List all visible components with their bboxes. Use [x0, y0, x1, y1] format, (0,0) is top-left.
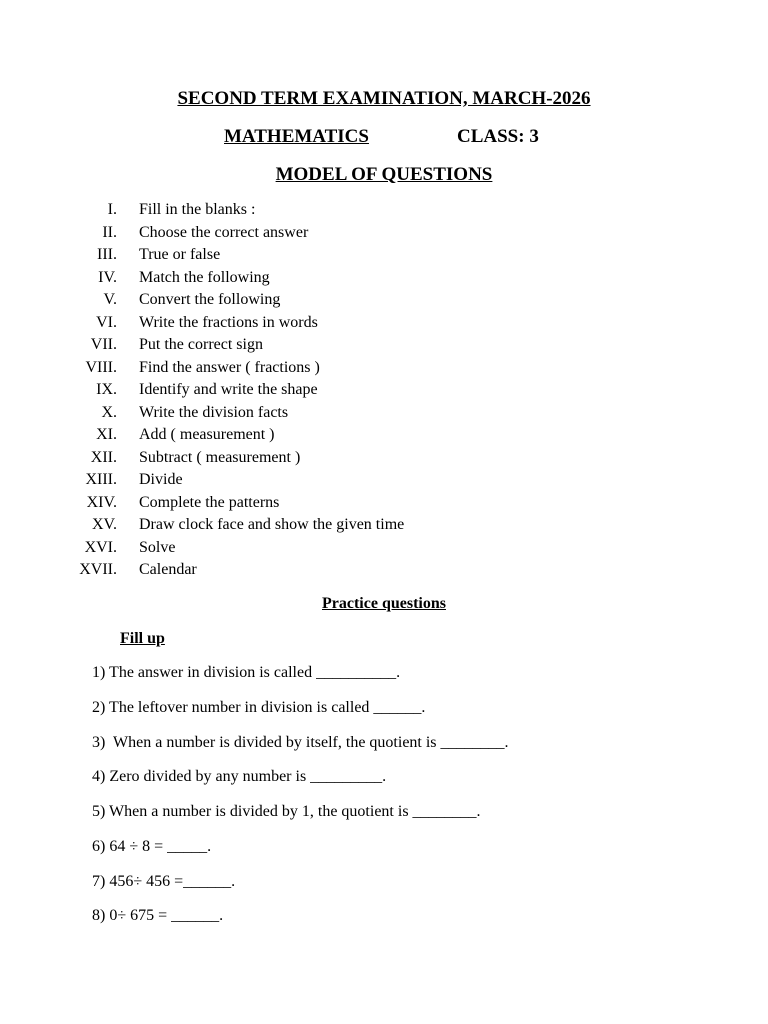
outline-text: Draw clock face and show the given time [139, 516, 405, 533]
practice-questions-heading: Practice questions [322, 595, 446, 612]
outline-number: XII. [90, 448, 117, 466]
outline-text: Put the correct sign [139, 336, 263, 353]
question-item: 5) When a number is divided by 1, the quotient is ________. [92, 803, 481, 820]
outline-number: VI. [96, 313, 117, 331]
outline-number: XVII. [79, 561, 117, 578]
outline-text: Add ( measurement ) [139, 426, 275, 443]
outline-number: XIV. [86, 493, 117, 511]
outline-text: Choose the correct answer [139, 223, 309, 241]
outline-text: Write the division facts [139, 403, 289, 421]
question-item: 4) Zero divided by any number is _________. [92, 768, 387, 785]
outline-number: X. [101, 403, 117, 421]
exam-title: SECOND TERM EXAMINATION, MARCH-2026 [177, 88, 591, 109]
outline-number: XVI. [84, 538, 117, 556]
outline-number: XIII. [85, 471, 117, 488]
outline-number: IV. [98, 268, 117, 286]
outline-number: I. [107, 201, 117, 218]
outline-text: Find the answer ( fractions ) [139, 358, 320, 376]
outline-text: Complete the patterns [139, 493, 280, 511]
question-item: 7) 456÷ 456 =______. [92, 873, 236, 890]
model-questions-title: MODEL OF QUESTIONS [275, 164, 493, 185]
outline-number: XV. [91, 516, 117, 533]
outline-number: IX. [96, 381, 117, 398]
outline-text: Fill in the blanks : [139, 201, 256, 218]
outline-text: Divide [139, 471, 183, 488]
outline-number: V. [103, 291, 117, 308]
outline-text: Solve [139, 538, 176, 556]
outline-text: True or false [139, 246, 221, 263]
question-item: 3) When a number is divided by itself, the quotient is ________. [92, 734, 509, 751]
outline-number: XI. [96, 426, 117, 443]
outline-number: II. [102, 223, 117, 241]
question-item: 1) The answer in division is called __________. [92, 664, 401, 681]
fill-up-heading: Fill up [120, 630, 165, 647]
outline-text: Match the following [139, 268, 270, 286]
class-label: CLASS: 3 [457, 126, 539, 147]
outline-number: VIII. [85, 358, 117, 376]
outline-text: Write the fractions in words [139, 313, 318, 331]
outline-text: Subtract ( measurement ) [139, 448, 301, 466]
outline-text: Calendar [139, 561, 197, 578]
outline-number: III. [97, 246, 117, 263]
outline-text: Convert the following [139, 291, 281, 308]
subject-label: MATHEMATICS [224, 126, 369, 147]
question-item: 6) 64 ÷ 8 = _____. [92, 838, 212, 855]
question-item: 2) The leftover number in division is called ______. [92, 699, 426, 716]
outline-text: Identify and write the shape [139, 381, 318, 398]
outline-number: VII. [90, 336, 117, 353]
question-item: 8) 0÷ 675 = ______. [92, 907, 224, 924]
